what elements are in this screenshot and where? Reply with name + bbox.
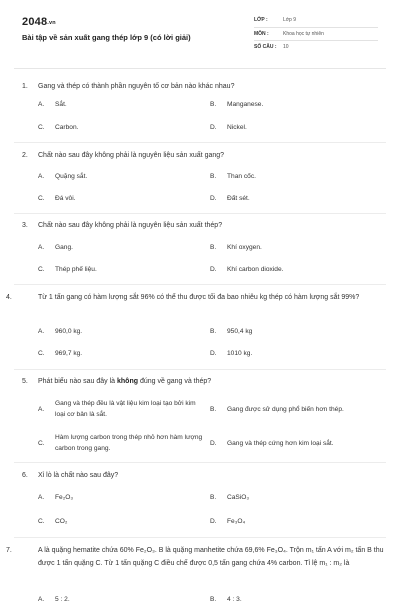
- option-letter: D.: [210, 518, 217, 525]
- option-5c[interactable]: [38, 432, 205, 454]
- site-logo[interactable]: [22, 16, 56, 28]
- option-text: CaSiO₃: [227, 494, 250, 501]
- question-text: Gang và thép có thành phần nguyên tố cơ bản nào khác nhau?: [38, 83, 235, 90]
- question-text-emphasis: không: [117, 378, 139, 385]
- question-text: Từ 1 tấn gang có hàm lượng sắt 96% có thể thu được tối đa bao nhiêu kg thép có hàm lượng sắt 99%?: [38, 294, 360, 301]
- question-7: [6, 544, 390, 570]
- option-text: 969,7 kg.: [55, 350, 83, 357]
- option-1d[interactable]: [210, 122, 247, 133]
- option-3c[interactable]: [38, 264, 97, 275]
- question-text: Xỉ lò là chất nào sau đây?: [38, 472, 119, 479]
- option-letter: B.: [210, 328, 217, 335]
- question-number: 4.: [6, 294, 12, 301]
- question-divider: [14, 213, 386, 214]
- option-letter: C.: [38, 350, 45, 357]
- option-5b[interactable]: [210, 404, 344, 415]
- logo-suffix: .vn: [47, 20, 56, 26]
- option-3b[interactable]: [210, 242, 262, 253]
- question-number: 3.: [22, 222, 28, 229]
- option-text: Đá vôi.: [55, 195, 76, 202]
- question-number: 2.: [22, 152, 28, 159]
- option-letter: D.: [210, 124, 217, 131]
- option-letter: C.: [38, 124, 45, 131]
- option-4b[interactable]: [210, 326, 252, 337]
- question-divider: [14, 284, 386, 285]
- option-1b[interactable]: [210, 99, 263, 110]
- option-5a[interactable]: [38, 398, 205, 420]
- option-letter: D.: [210, 440, 217, 447]
- option-letter: B.: [210, 173, 217, 180]
- option-letter: B.: [210, 596, 217, 603]
- option-6c[interactable]: [38, 516, 67, 527]
- option-letter: D.: [210, 195, 217, 202]
- option-letter: D.: [210, 266, 217, 273]
- question-divider: [14, 462, 386, 463]
- option-text: Gang và thép đều là vật liệu kim loại tạo bởi kim loại cơ bản là sắt.: [55, 400, 196, 418]
- question-3: [22, 219, 374, 232]
- option-2d[interactable]: [210, 193, 250, 204]
- option-2b[interactable]: [210, 171, 256, 182]
- option-letter: C.: [38, 195, 45, 202]
- meta-row-class: [254, 14, 378, 28]
- option-letter: A.: [38, 405, 45, 413]
- option-letter: C.: [38, 266, 45, 273]
- meta-value: Lớp 9: [283, 17, 297, 24]
- option-letter: A.: [38, 244, 45, 251]
- option-text: Fe₃O₄: [227, 518, 246, 525]
- question-number: 5.: [22, 378, 28, 385]
- option-text: Sắt.: [55, 101, 67, 108]
- option-2c[interactable]: [38, 193, 76, 204]
- option-letter: A.: [38, 596, 45, 603]
- question-5: [22, 375, 374, 388]
- option-text: Fe₂O₃: [55, 494, 74, 501]
- option-text: Carbon.: [55, 124, 79, 131]
- option-letter: D.: [210, 350, 217, 357]
- meta-value: 10: [283, 44, 289, 51]
- option-letter: A.: [38, 494, 45, 501]
- meta-row-subject: [254, 28, 378, 42]
- question-6: [22, 469, 374, 482]
- option-text: Manganese.: [227, 101, 264, 108]
- question-2: [22, 149, 374, 162]
- option-text: 950,4 kg: [227, 328, 253, 335]
- option-text: Gang và thép cứng hơn kim loại sắt.: [227, 440, 334, 447]
- option-3a[interactable]: [38, 242, 73, 253]
- question-text-after: đúng về gang và thép?: [138, 378, 212, 385]
- option-text: Gang được sử dụng phổ biến hơn thép.: [227, 406, 344, 413]
- option-6d[interactable]: [210, 516, 245, 527]
- question-number: 7.: [6, 547, 12, 554]
- meta-value: Khoa học tự nhiên: [283, 30, 324, 37]
- question-divider: [14, 369, 386, 370]
- option-6b[interactable]: [210, 492, 249, 503]
- option-1a[interactable]: [38, 99, 67, 110]
- option-text: Khí carbon dioxide.: [227, 266, 284, 273]
- option-5d[interactable]: [210, 438, 334, 449]
- option-letter: B.: [210, 101, 217, 108]
- question-text: Chất nào sau đây không phải là nguyên liệu sản xuất gang?: [38, 152, 225, 159]
- question-text: A là quặng hematite chứa 60% Fe₂O₃. B là quặng manhetite chứa 69,6% Fe₃O₄. Trộn m₁ tấn A với m₂ tấn B thu được 1 tấn quặng C. Từ 1 tấn quặng C điều chế được 0,5 tấn gang chứa 4% carbon. Tỉ lệ m₁ : m₂ là: [38, 547, 384, 567]
- option-4c[interactable]: [38, 348, 82, 359]
- question-divider: [14, 142, 386, 143]
- option-text: Quặng sắt.: [55, 173, 88, 180]
- option-letter: C.: [38, 518, 45, 525]
- option-letter: A.: [38, 101, 45, 108]
- meta-label: SỐ CÂU :: [254, 44, 277, 51]
- option-3d[interactable]: [210, 264, 283, 275]
- option-1c[interactable]: [38, 122, 78, 133]
- option-letter: B.: [210, 494, 217, 501]
- header-divider: [14, 68, 386, 69]
- question-number: 1.: [22, 83, 28, 90]
- question-text: Chất nào sau đây không phải là nguyên liệu sản xuất thép?: [38, 222, 223, 229]
- logo-main: 2048: [22, 16, 48, 28]
- option-4a[interactable]: [38, 326, 82, 337]
- option-letter: A.: [38, 328, 45, 335]
- option-text: Hàm lượng carbon trong thép nhỏ hơn hàm lượng carbon trong gang.: [55, 434, 203, 452]
- option-text: Thép phế liệu.: [55, 266, 97, 273]
- worksheet-header: [0, 0, 400, 60]
- option-text: Gang.: [55, 244, 73, 251]
- question-4: [6, 291, 390, 304]
- option-letter: B.: [210, 406, 217, 413]
- question-1: [22, 80, 374, 93]
- option-text: 1010 kg.: [227, 350, 253, 357]
- question-divider: [14, 537, 386, 538]
- option-text: Than cốc.: [227, 173, 256, 180]
- option-text: CO₂: [55, 518, 68, 525]
- option-6a[interactable]: [38, 492, 73, 503]
- option-text: Khí oxygen.: [227, 244, 262, 251]
- option-letter: C.: [38, 439, 45, 447]
- question-text-before: Phát biểu nào sau đây là: [38, 378, 118, 385]
- option-2a[interactable]: [38, 171, 87, 182]
- option-text: Nickel.: [227, 124, 247, 131]
- option-letter: B.: [210, 244, 217, 251]
- option-4d[interactable]: [210, 348, 252, 359]
- meta-label: MÔN :: [254, 30, 269, 37]
- meta-row-count: [254, 41, 378, 54]
- meta-label: LỚP :: [254, 17, 268, 24]
- option-text: 5 : 2.: [55, 596, 70, 603]
- option-text: Đất sét.: [227, 195, 250, 202]
- option-letter: A.: [38, 173, 45, 180]
- option-text: 4 : 3.: [227, 596, 242, 603]
- question-number: 6.: [22, 472, 28, 479]
- option-text: 960,0 kg.: [55, 328, 83, 335]
- document-title: Bài tập về sản xuất gang thép lớp 9 (có lời giải): [22, 33, 191, 42]
- meta-table: [254, 14, 378, 54]
